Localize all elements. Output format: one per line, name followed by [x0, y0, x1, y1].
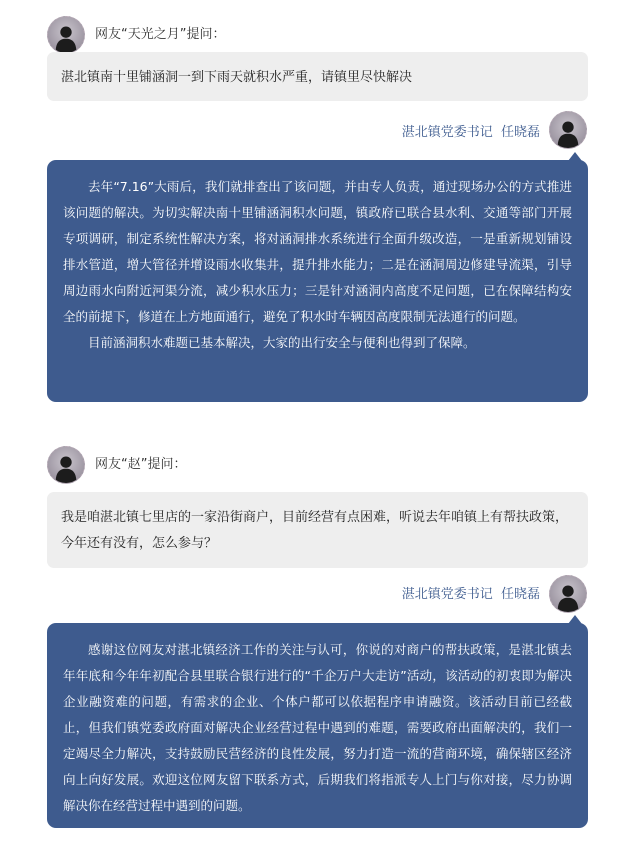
person-silhouette-icon	[550, 576, 586, 612]
answer-bubble-2	[47, 623, 588, 828]
answer-paragraph: 去年“7.16”大雨后，我们就排查出了该问题，并由专人负责，通过现场办公的方式推进该问题的解决。为切实解决南十里铺涵洞积水问题，镇政府已联合县水利、交通等部门开展专项调研，制定系统性解决方案，将对涵洞排水系统进行全面升级改造，一是重新规划铺设排水管道，增大管径并增设雨水收集井，提升排水能力；二是在涵洞周边修建导流渠，引导周边雨水向附近河渠分流，减少积水压力；三是针对涵洞内高度不足问题，已在保障结构安全的前提下，修道在上方地面通行，避免了积水时车辆因高度限制无法通行的问题。	[63, 179, 572, 324]
answerer-avatar-2	[549, 575, 587, 613]
person-silhouette-icon	[48, 17, 84, 53]
answer-paragraph: 目前涵洞积水难题已基本解决，大家的出行安全与便利也得到了保障。	[88, 335, 476, 350]
asker-avatar-2	[47, 446, 85, 484]
answerer-name-1: 湛北镇党委书记 任晓磊	[401, 125, 540, 140]
asker-name-2: 网友“赵”提问：	[95, 457, 187, 472]
asker-avatar-1	[47, 16, 85, 54]
answer-paragraph: 感谢这位网友对湛北镇经济工作的关注与认可，你说的对商户的帮扶政策，是湛北镇去年年底和今年年初配合县里联合银行进行的“千企万户大走访”活动，该活动的初衷即为解决企业融资难的问题，有需求的企业、个体户都可以依据程序申请融资。该活动目前已经截止，但我们镇党委政府面对解决企业经营过程中遇到的难题，需要政府出面解决的，我们一定竭尽全力解决，支持鼓励民营经济的良性发展，努力打造一流的营商环境，确保辖区经济向上向好发展。欢迎这位网友留下联系方式，后期我们将指派专人上门与你对接，尽力协调解决你在经营过程中遇到的问题。	[63, 642, 572, 813]
asker-name-1: 网友“天光之月”提问：	[95, 27, 226, 42]
answerer-avatar-1	[549, 111, 587, 149]
question-bubble-2: 我是咱湛北镇七里店的一家沿街商户，目前经营有点困难，听说去年咱镇上有帮扶政策，今年还有没有，怎么参与？	[47, 492, 588, 568]
person-silhouette-icon	[48, 447, 84, 483]
answer-bubble-1	[47, 160, 588, 402]
question-bubble-1: 湛北镇南十里铺涵洞一到下雨天就积水严重，请镇里尽快解决	[47, 52, 588, 101]
answerer-name-2: 湛北镇党委书记 任晓磊	[401, 587, 540, 602]
person-silhouette-icon	[550, 112, 586, 148]
